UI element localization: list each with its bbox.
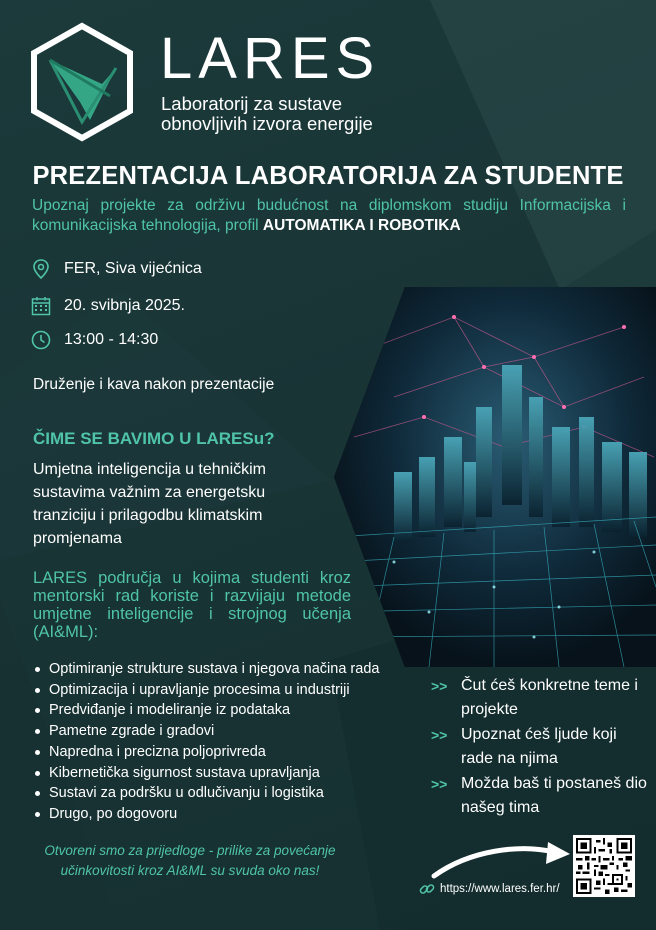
list-item: Pametne zgrade i gradovi [33, 721, 413, 742]
what-description: Umjetna inteligencija u tehničkim sustavima važnim za energetsku tranziciju i prilagodbu klimatskim promjenama [33, 461, 266, 547]
double-chevron-icon: >> [431, 776, 448, 792]
event-location [30, 258, 202, 280]
swoosh-arrow-icon [430, 840, 572, 882]
cta-text: Možda baš ti postaneš dio našeg tima [461, 775, 647, 816]
brand-subtitle [161, 94, 373, 134]
cta-item [431, 723, 651, 771]
areas-intro: LARES područja u kojima studenti kroz mentorski rad koriste i razvijaju metode umjetne inteligencije i strojnog učenja (AI&ML): [33, 569, 351, 641]
calendar-icon [30, 295, 52, 317]
location-pin-icon [30, 258, 52, 280]
website-url[interactable]: https://www.lares.fer.hr/ [440, 883, 560, 895]
qr-code[interactable] [573, 835, 635, 897]
brand-name: LARES [160, 26, 381, 91]
event-date [30, 295, 185, 317]
cta-text: Čut ćeš konkretne teme i projekte [461, 677, 638, 718]
cta-item [431, 772, 651, 820]
cta-text: Upoznat ćeš ljude koji rade na njima [461, 726, 617, 767]
list-item: Optimizacija i upravljanje procesima u industriji [33, 680, 413, 701]
list-item: Drugo, po dogovoru [33, 804, 413, 825]
intro-paragraph [32, 196, 626, 236]
brand-subtitle-line: Laboratorij za sustave [161, 93, 342, 114]
call-to-action [431, 674, 651, 821]
lares-logo-icon [30, 22, 134, 142]
brand-subtitle-line: obnovljivih izvora energije [161, 113, 373, 134]
social-note: Druženje i kava nakon prezentacije [33, 376, 275, 393]
intro-text: Upoznaj projekte za održivu budućnost na diplomskom studiju Informacijska i komunikacijska tehnologija, profil [32, 197, 626, 234]
link-icon [418, 880, 436, 898]
clock-icon [30, 329, 52, 351]
list-item: Kibernetička sigurnost sustava upravljanja [33, 763, 413, 784]
list-item: Napredna i precizna poljoprivreda [33, 742, 413, 763]
event-time [30, 329, 158, 351]
location-text: FER, Siva vijećnica [64, 260, 202, 277]
list-item: Predviđanje i modeliranje iz podataka [33, 700, 413, 721]
double-chevron-icon: >> [431, 678, 448, 694]
list-item: Optimiranje strukture sustava i njegova načina rada [33, 659, 413, 680]
double-chevron-icon: >> [431, 727, 448, 743]
website-link[interactable] [418, 880, 560, 898]
poster-title: PREZENTACIJA LABORATORIJA ZA STUDENTE [32, 162, 624, 190]
what-heading: ČIME SE BAVIMO U LARESu? [33, 429, 275, 448]
areas-list [33, 659, 413, 825]
time-text: 13:00 - 14:30 [64, 331, 159, 348]
intro-highlight: AUTOMATIKA I ROBOTIKA [262, 217, 461, 234]
date-text: 20. svibnja 2025. [64, 297, 185, 314]
closing-note: Otvoreni smo za prijedloge - prilike za povećanje učinkovitosti kroz AI&ML su svuda oko nas! [44, 843, 336, 878]
list-item: Sustavi za podršku u odlučivanju i logistika [33, 783, 413, 804]
cta-item [431, 674, 651, 722]
